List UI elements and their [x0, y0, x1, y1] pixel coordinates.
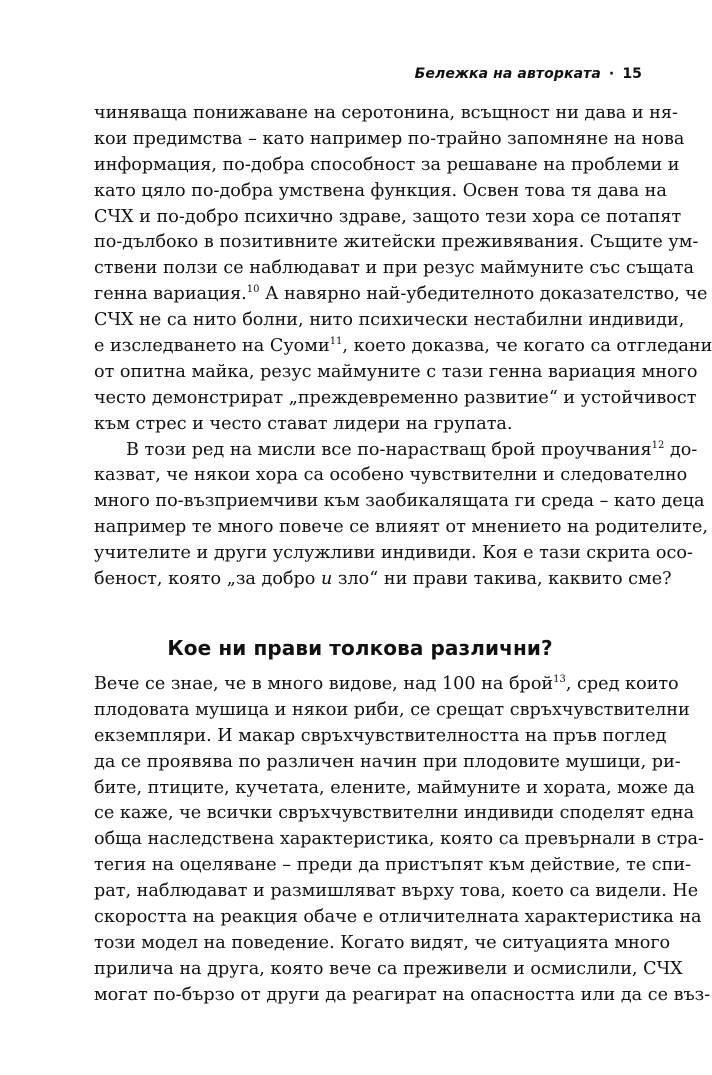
text-line	[94, 776, 695, 802]
text-run: към стрес и често стават лидери на групата.	[94, 413, 513, 434]
running-head-separator: ·	[608, 66, 615, 82]
text-line	[94, 205, 682, 231]
text-run: учителите и други услужливи индивиди. Коя е тази скрита осо-	[94, 543, 693, 564]
text-run: , което доказва, че когато са отгледани	[342, 336, 712, 357]
text-line	[94, 672, 679, 698]
text-line	[94, 463, 688, 489]
text-run: се каже, че всички свръхчувствителни индивиди споделят една	[94, 803, 695, 824]
page-number: 15	[622, 66, 642, 82]
text-run: кои предимства – като например по-трайно запомняне на нова	[94, 128, 685, 149]
text-run: информация, по-добра способност за решаване на проблеми и	[94, 154, 680, 175]
body-text-section-2	[94, 672, 711, 1009]
footnote-ref: 12	[651, 439, 665, 451]
body-text-section-1	[94, 101, 712, 593]
text-line	[94, 256, 694, 282]
text-run: например те много повече се влияят от мнението на родителите,	[94, 517, 709, 538]
text-run: СЧХ не са нито болни, нито психически нестабилни индивиди,	[94, 310, 685, 331]
text-line	[94, 957, 683, 983]
text-line	[94, 931, 671, 957]
text-line	[94, 386, 697, 412]
text-run: рат, наблюдават и размишляват върху това, което са видели. Не	[94, 881, 699, 902]
text-line	[94, 879, 699, 905]
footnote-ref: 10	[246, 284, 260, 296]
text-run: много по-възприемчиви към заобикалящата ги среда – като деца	[94, 491, 705, 512]
text-run: като цяло по-добра умствена функция. Освен това тя дава на	[94, 180, 667, 201]
text-line	[94, 983, 711, 1009]
text-run: от опитна майка, резус маймуните с тази генна вариация много	[94, 361, 698, 382]
text-line	[94, 724, 667, 750]
footnote-ref: 13	[553, 674, 566, 685]
text-run: зло“ ни прави такива, каквито сме?	[332, 569, 672, 590]
text-line	[94, 905, 702, 931]
text-run: Вече се знае, че в много видове, над 100 на брой	[94, 674, 554, 694]
text-line	[94, 750, 681, 776]
text-run: чиняваща понижаване на серотонина, всъщност ни дава и ня-	[94, 103, 678, 123]
text-line	[94, 801, 695, 827]
text-run: ствени ползи се наблюдават и при резус маймуните със същата	[94, 258, 694, 279]
text-run: екземпляри. И макар свръхчувствителността на пръв поглед	[94, 725, 667, 746]
text-run: скоростта на реакция обаче е отличителната характеристика на	[94, 907, 702, 928]
text-run: , сред които	[565, 674, 679, 694]
text-line	[94, 698, 690, 724]
running-head	[415, 66, 642, 82]
text-run: А навярно най-убедителното доказателство, че	[259, 284, 708, 305]
text-run: този модел на поведение. Когато видят, че ситуацията много	[94, 932, 671, 953]
text-run: казват, че някои хора са особено чувствителни и следователно	[94, 465, 688, 486]
text-line	[94, 438, 698, 464]
text-line	[94, 360, 698, 386]
footnote-ref: 11	[329, 336, 343, 348]
text-line	[94, 541, 693, 567]
text-line	[94, 827, 704, 853]
running-title: Бележка на авторката	[414, 66, 601, 82]
text-run: генна вариация.	[94, 284, 247, 305]
text-run: могат по-бързо от други да реагират на опасността или да се въз-	[94, 984, 711, 1005]
text-line	[94, 101, 678, 127]
text-line	[94, 282, 708, 308]
text-run: е изследването на Суоми	[94, 336, 330, 357]
text-run: бите, птиците, кучетата, елените, маймуните и хората, може да	[94, 777, 695, 798]
text-line	[94, 179, 667, 205]
text-line	[94, 153, 680, 179]
text-line	[94, 127, 685, 153]
text-line	[94, 412, 626, 438]
text-run: по-дълбоко в позитивните житейски преживявания. Същите ум-	[94, 232, 699, 253]
text-run: често демонстрират „преждевременно развитие“ и устойчивост	[94, 387, 697, 408]
text-line	[94, 489, 705, 515]
text-run: обща наследствена характеристика, която са превърнали в стра-	[94, 829, 704, 850]
text-run: беност, която „за добро	[94, 569, 321, 590]
text-run: да се проявява по различен начин при плодовите мушици, ри-	[94, 751, 681, 772]
text-run: плодовата мушица и някои риби, се срещат свръхчувствителни	[94, 699, 690, 720]
text-line	[94, 334, 712, 360]
section-heading: Кое ни прави толкова различни?	[167, 636, 553, 660]
text-line	[94, 853, 692, 879]
text-run: СЧХ и по-добро психично здраве, защото тези хора се потапят	[94, 206, 682, 227]
emphasis: и	[320, 569, 333, 590]
text-line	[94, 308, 685, 334]
text-run: до-	[664, 439, 698, 460]
text-run: тегия на оцеляване – преди да пристъпят към действие, те спи-	[94, 855, 692, 876]
text-run: В този ред на мисли все по-нарастващ брой проучвания	[126, 439, 652, 460]
text-line	[94, 567, 672, 593]
text-line	[94, 230, 699, 256]
text-run: прилича на друга, която вече са преживели и осмислили, СЧХ	[94, 958, 683, 979]
text-line	[94, 515, 709, 541]
